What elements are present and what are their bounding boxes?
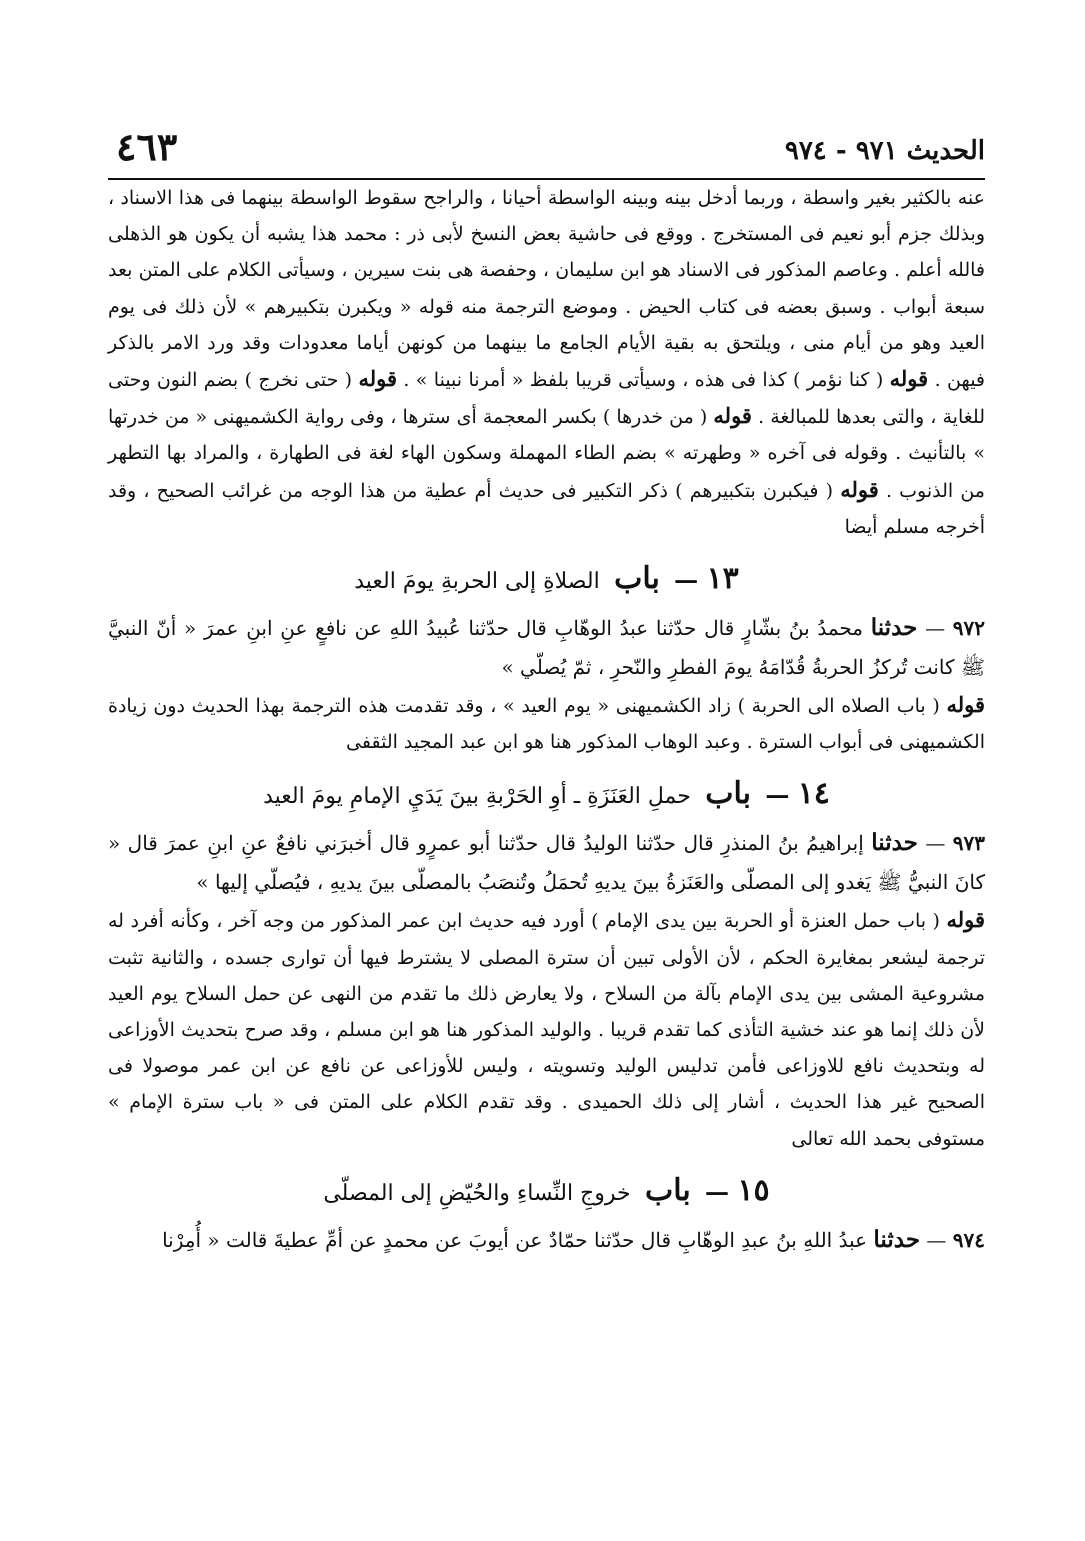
hadith-text: عبدُ اللهِ بنُ عبدِ الوهّابِ قال حدّثنا حمّادٌ عن أيوبَ عن محمدٍ عن أمِّ عطيةَ قالت « أُمِرْنا (162, 1227, 868, 1252)
hadith-paragraph: ٩٧٤ — حدثنا عبدُ اللهِ بنُ عبدِ الوهّابِ قال حدّثنا حمّادٌ عن أيوبَ عن محمدٍ عن أمِّ عطيةَ قالت « أُمِرْنا (162, 1225, 985, 1253)
haddathana-label: حدثنا (871, 829, 918, 857)
commentary-text: ( باب الصلاه الى الحربة ) زاد الكشميهنى « يوم العيد » ، وقد تقدمت هذه الترجمة بهذا الحديث دون زيادة الكشميهنى فى أبواب السترة . وعبد الوهاب المذكور هنا هو ابن عبد المجيد الثقفى (108, 695, 985, 754)
qawluh-label: قوله (946, 692, 985, 718)
commentary-text: عنه بالكثير بغير واسطة ، وربما أدخل بينه وبينه الواسطة أحيانا ، والراجح سقوط الواسطة بينهما فى هذا الاسناد ، وبذلك جزم أبو نعيم فى المستخرج . ووقع فى حاشية بعض النسخ لأبى ذر : محمد هذا يشبه أن يكون هو الذهلى فالله أعلم . وعاصم المذكور فى الاسناد هو ابن سليمان ، وحفصة هى بنت سيرين ، وسيأتى الكلام على المتن بعد سبعة أبواب . وسبق بعضه فى كتاب الحيض . وموضع الترجمة منه قوله « ويكبرن بتكبيرهم » لأن ذلك فى يوم العيد وهو من أيام منى ، ويلتحق به بقية الأيام الجامع ما بينهما من كونهن أياما معدودات وقد ورد الامر بالذكر فيهن . (108, 187, 986, 392)
commentary-paragraph (108, 687, 985, 760)
chapter-word: باب (614, 561, 660, 597)
chapter-number: ١٥ (737, 1172, 770, 1208)
hadith-paragraph: ٩٧٢ — حدثنا محمدُ بنُ بشّارٍ قال حدّثنا عبدُ الوهّابِ قال حدّثنا عُبيدُ اللهِ عن نافعٍ عنِ ابنِ عمرَ « أنّ النبيَّ ﷺ كانت تُركزُ الحربةُ قُدّامَهُ يومَ الفطرِ والنّحرِ ، ثمّ يُصلّي » (108, 614, 986, 680)
commentary-text: ( كنا نؤمر ) كذا فى هذه ، وسيأتى قريبا بلفظ « أمرنا نبينا » . (403, 369, 884, 392)
hadith-number: ٩٧٢ (952, 616, 986, 641)
page-number: ٤٦٣ (116, 124, 178, 169)
commentary-paragraph (108, 902, 985, 1156)
hadith-text: إبراهيمُ بنُ المنذرِ قال حدّثنا الوليدُ قال حدّثنا أبو عمرٍو قال أخبرَني نافعٌ عنِ ابنِ عمرَ قال « كانَ النبيُّ ﷺ يَغدو إلى المصلّى والعَنَزةُ بينَ يديهِ تُحمَلُ وتُنصَبُ بالمصلّى بينَ يديهِ ، فيُصلّي إليها » (108, 831, 985, 895)
hadith-text: محمدُ بنُ بشّارٍ قال حدّثنا عبدُ الوهّابِ قال حدّثنا عُبيدُ اللهِ عن نافعٍ عنِ ابنِ عمرَ « أنّ النبيَّ ﷺ كانت تُركزُ الحربةُ قُدّامَهُ يومَ الفطرِ والنّحرِ ، ثمّ يُصلّي » (108, 616, 985, 680)
chapter-heading: ١٤ — باب حملِ العَنَزَةِ ـ أوِ الحَرْبةِ بينَ يَدَيِ الإمامِ يومَ العيد (263, 776, 830, 812)
page-header (108, 118, 985, 180)
chapter-title: الصلاةِ إلى الحربةِ يومَ العيد (354, 569, 600, 595)
qawluh-label: قوله (840, 476, 879, 502)
chapter-word: باب (644, 1172, 691, 1208)
chapter-title: حملِ العَنَزَةِ ـ أوِ الحَرْبةِ بينَ يَدَيِ الإمامِ يومَ العيد (263, 784, 691, 810)
page-body (108, 180, 985, 1451)
qawluh-label: قوله (946, 907, 985, 933)
haddathana-label: حدثنا (870, 614, 918, 642)
commentary-text: ( فيكبرن بتكبيرهم ) ذكر التكبير فى حديث أم عطية من هذا الوجه من غرائب الصحيح ، وقد أخرجه مسلم أيضا (108, 479, 985, 538)
commentary-paragraph (108, 180, 985, 545)
chapter-heading: ١٣ — باب الصلاةِ إلى الحربةِ يومَ العيد (354, 561, 739, 597)
commentary-text: ( من خدرها ) بكسر المعجمة أى سترها ، وفى رواية الكشميهنى « من خدرتها » بالتأنيث . وقوله فى آخره « وطهرته » بضم الطاء المهملة وسكون الهاء لغة فى الطهارة ، والمراد بها التطهر من الذنوب . (108, 406, 985, 502)
qawluh-label: قوله (358, 366, 398, 392)
running-title: الحديث ٩٧١ - ٩٧٤ (784, 136, 985, 166)
chapter-title: خروجِ النِّساءِ والحُيّضِ إلى المصلّى (323, 1180, 631, 1206)
commentary-text: ( حتى نخرج ) بضم النون وحتى للغاية ، والتى بعدها للمبالغة . (108, 369, 985, 429)
chapter-heading: ١٥ — باب خروجِ النِّساءِ والحُيّضِ إلى المصلّى (323, 1172, 770, 1208)
qawluh-label: قوله (713, 403, 752, 429)
haddathana-label: حدثنا (873, 1225, 921, 1253)
chapter-number: ١٤ (797, 776, 830, 812)
hadith-number: ٩٧٣ (952, 831, 986, 856)
chapter-number: ١٣ (706, 561, 739, 597)
hadith-paragraph: ٩٧٣ — حدثنا إبراهيمُ بنُ المنذرِ قال حدّثنا الوليدُ قال حدّثنا أبو عمرٍو قال أخبرَني نافعٌ عنِ ابنِ عمرَ قال « كانَ النبيُّ ﷺ يَغدو إلى المصلّى والعَنَزةُ بينَ يديهِ تُحمَلُ وتُنصَبُ بالمصلّى بينَ يديهِ ، فيُصلّي إليها » (108, 829, 986, 895)
hadith-number: ٩٧٤ (952, 1227, 985, 1252)
chapter-word: باب (705, 776, 751, 812)
commentary-text: ( باب حمل العنزة أو الحربة بين يدى الإمام ) أورد فيه حديث ابن عمر المذكور من وجه آخر ، وكأنه أفرد له ترجمة ليشعر بمغايرة الحكم ، لأن الأولى تبين أن سترة المصلى لا يشترط فيها أن توارى جسده ، والثانية تثبت مشروعية المشى بين يدى الإمام بآلة من السلاح ، ولا يعارض ذلك ما تقدم من النهى عن حمل السلاح يوم العيد لأن ذلك إنما هو عند خشية التأذى كما تقدم قريبا . والوليد المذكور هنا هو ابن مسلم ، وقد صرح بتحديث الأوزاعى له وبتحديث نافع للاوزاعى فأمن تدليس الوليد وتسويته ، وليس للأوزاعى عن نافع عن ابن عمر موصولا فى الصحيح غير هذا الحديث ، أشار إلى ذلك الحميدى . وقد تقدم الكلام على المتن فى « باب سترة الإمام » مستوفى بحمد الله تعالى (108, 910, 985, 1150)
qawluh-label: قوله (889, 366, 929, 392)
